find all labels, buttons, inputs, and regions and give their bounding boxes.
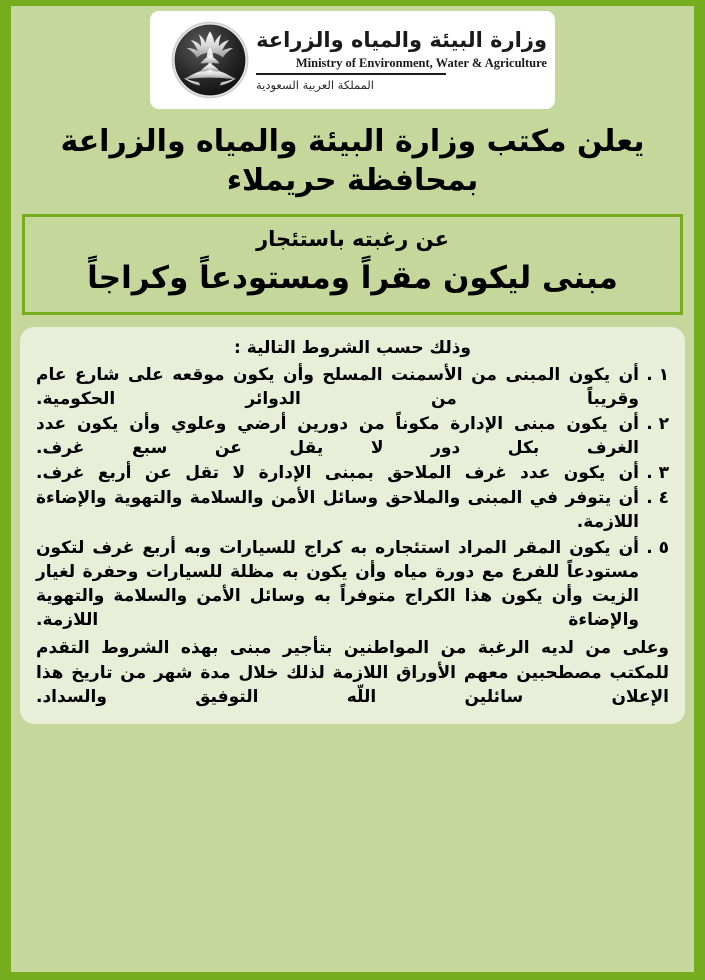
kingdom-name-arabic: المملكة العربية السعودية <box>256 77 374 92</box>
conditions-list <box>36 363 669 632</box>
list-item-number: ٢ . <box>646 413 669 434</box>
saudi-palm-swords-emblem-icon <box>170 20 250 100</box>
subtitle-subject: مبنى ليكون مقراً ومستودعاً وكراجاً <box>87 260 618 297</box>
list-item <box>36 363 669 411</box>
logo-divider <box>256 73 547 75</box>
list-item-text: أن يكون المبنى من الأسمنت المسلح وأن يكون موقعه على شارع عام وقريباً من الدوائر الحكومية. <box>36 364 639 409</box>
ministry-logo-text <box>252 28 547 91</box>
headline-line-1: يعلن مكتب وزارة البيئة والمياه والزراعة <box>60 124 645 159</box>
list-item-text: أن يكون المقر المراد استئجاره به كراج للسيارات وبه أربع غرف لتكون مستودعاً للفرع مع دورة مياه وأن يكون به مظلة للسيارات وحفرة لغيار الزيت وأن يكون هذا الكراج متوفراً به وسائل الأمن والسلامة والتهوية والإضاءة اللازمة. <box>36 537 639 630</box>
list-item <box>36 412 669 460</box>
list-item-text: أن يتوفر في المبنى والملاحق وسائل الأمن والسلامة والتهوية والإضاءة اللازمة. <box>36 488 639 533</box>
header-band <box>11 6 694 114</box>
closing-paragraph: وعلى من لديه الرغبة من المواطنين بتأجير مبنى بهذه الشروط التقدم للمكتب مصطحبين معهم الأوراق اللازمة لذلك خلال مدة شهر من تاريخ هذا الإعلان سائلين اللّه التوفيق والسداد. <box>36 638 669 708</box>
list-item <box>36 536 669 633</box>
list-item <box>36 486 669 534</box>
subtitle-box <box>22 214 683 315</box>
ministry-name-english: Ministry of Environment, Water & Agriculture <box>295 55 547 70</box>
list-item-number: ١ . <box>646 364 669 385</box>
conditions-panel <box>20 327 685 724</box>
ministry-name-arabic: وزارة البيئة والمياه والزراعة <box>256 28 547 53</box>
conditions-intro: وذلك حسب الشروط التالية : <box>234 337 471 358</box>
list-item-number: ٣ . <box>646 463 669 484</box>
list-item-number: ٥ . <box>646 537 669 558</box>
list-item-text: أن يكون عدد غرف الملاحق بمبنى الإدارة لا تقل عن أربع غرف. <box>36 463 639 484</box>
list-item <box>36 461 669 485</box>
ministry-logo-card <box>150 11 555 109</box>
list-item-number: ٤ . <box>646 488 669 509</box>
subtitle-intent: عن رغبته باستئجار <box>256 227 449 251</box>
list-item-text: أن يكون مبنى الإدارة مكوناً من دورين أرضي وعلوي وأن يكون عدد الغرف بكل دور لا يقل عن سبع غرف. <box>36 413 639 459</box>
page-title <box>11 114 694 200</box>
headline-line-2: بمحافظة حريملاء <box>226 163 479 198</box>
